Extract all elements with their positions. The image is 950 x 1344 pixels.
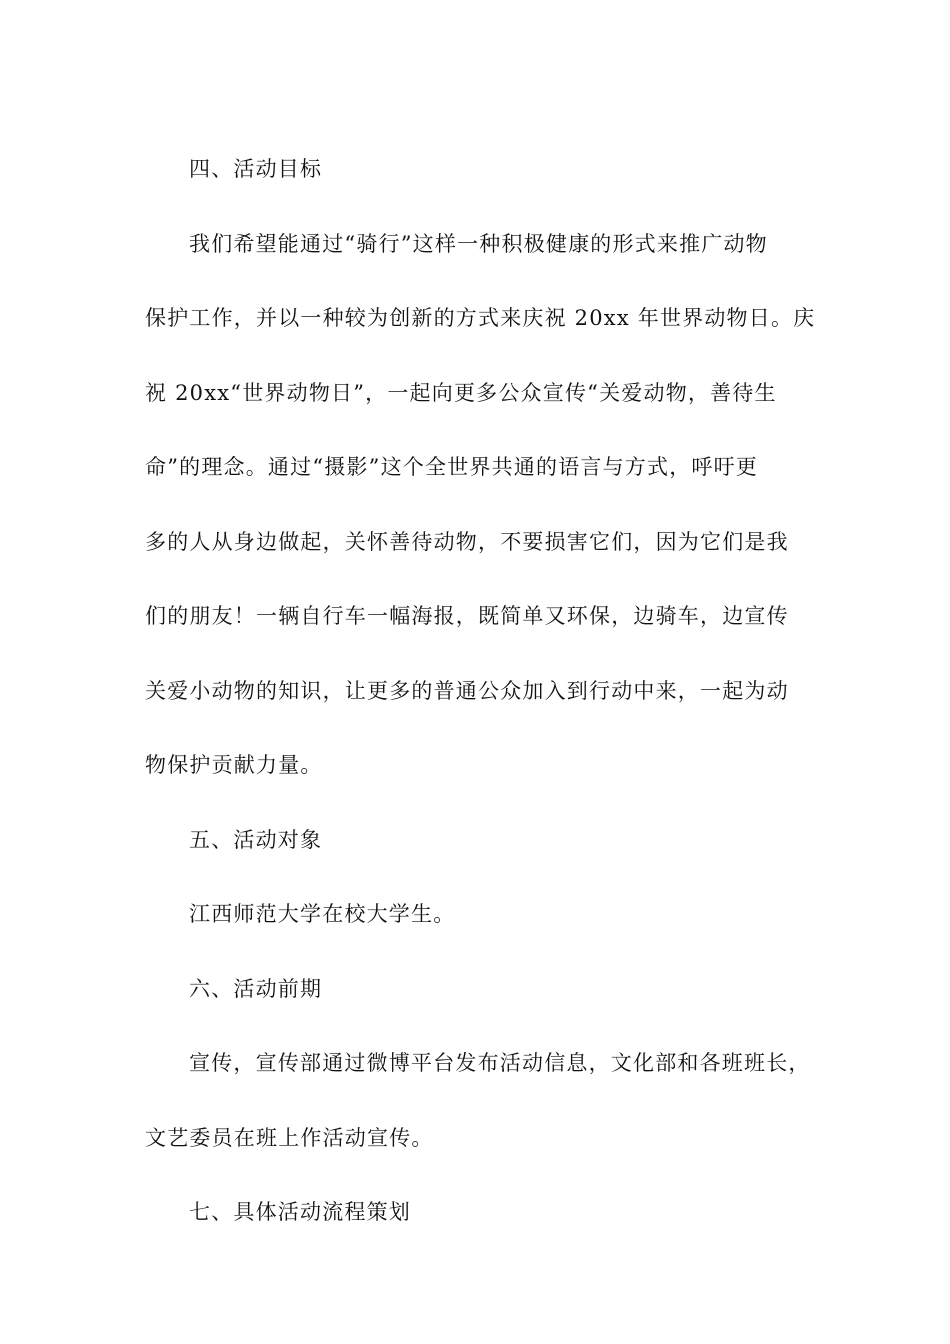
section-heading-goals: 四、活动目标 bbox=[189, 157, 323, 181]
paragraph-line: 们的朋友！一辆自行车一幅海报，既简单又环保，边骑车，边宣传 bbox=[145, 604, 789, 628]
paragraph-line: 祝 20xx“世界动物日”，一起向更多公众宣传“关爱动物，善待生 bbox=[145, 380, 777, 405]
paragraph-line: 命”的理念。通过“摄影”这个全世界共通的语言与方式，呼吁更 bbox=[145, 455, 759, 479]
section-heading-preparation: 六、活动前期 bbox=[189, 976, 323, 1001]
section-heading-process: 七、具体活动流程策划 bbox=[189, 1200, 411, 1224]
paragraph-line: 我们希望能通过“骑行”这样一种积极健康的形式来推广动物 bbox=[189, 231, 768, 256]
paragraph-line: 文艺委员在班上作活动宣传。 bbox=[145, 1125, 434, 1150]
paragraph-line: 江西师范大学在校大学生。 bbox=[189, 902, 456, 926]
paragraph-line: 宣传，宣传部通过微博平台发布活动信息，文化部和各班班长， bbox=[189, 1051, 811, 1075]
document-body bbox=[145, 132, 816, 1250]
paragraph-line: 物保护贡献力量。 bbox=[145, 753, 323, 777]
paragraph-line: 关爱小动物的知识，让更多的普通公众加入到行动中来，一起为动 bbox=[145, 678, 789, 703]
paragraph-line: 保护工作，并以一种较为创新的方式来庆祝 20xx 年世界动物日。庆 bbox=[145, 306, 816, 330]
section-heading-audience: 五、活动对象 bbox=[189, 827, 323, 852]
paragraph-line: 多的人从身边做起，关怀善待动物，不要损害它们，因为它们是我 bbox=[145, 529, 789, 554]
